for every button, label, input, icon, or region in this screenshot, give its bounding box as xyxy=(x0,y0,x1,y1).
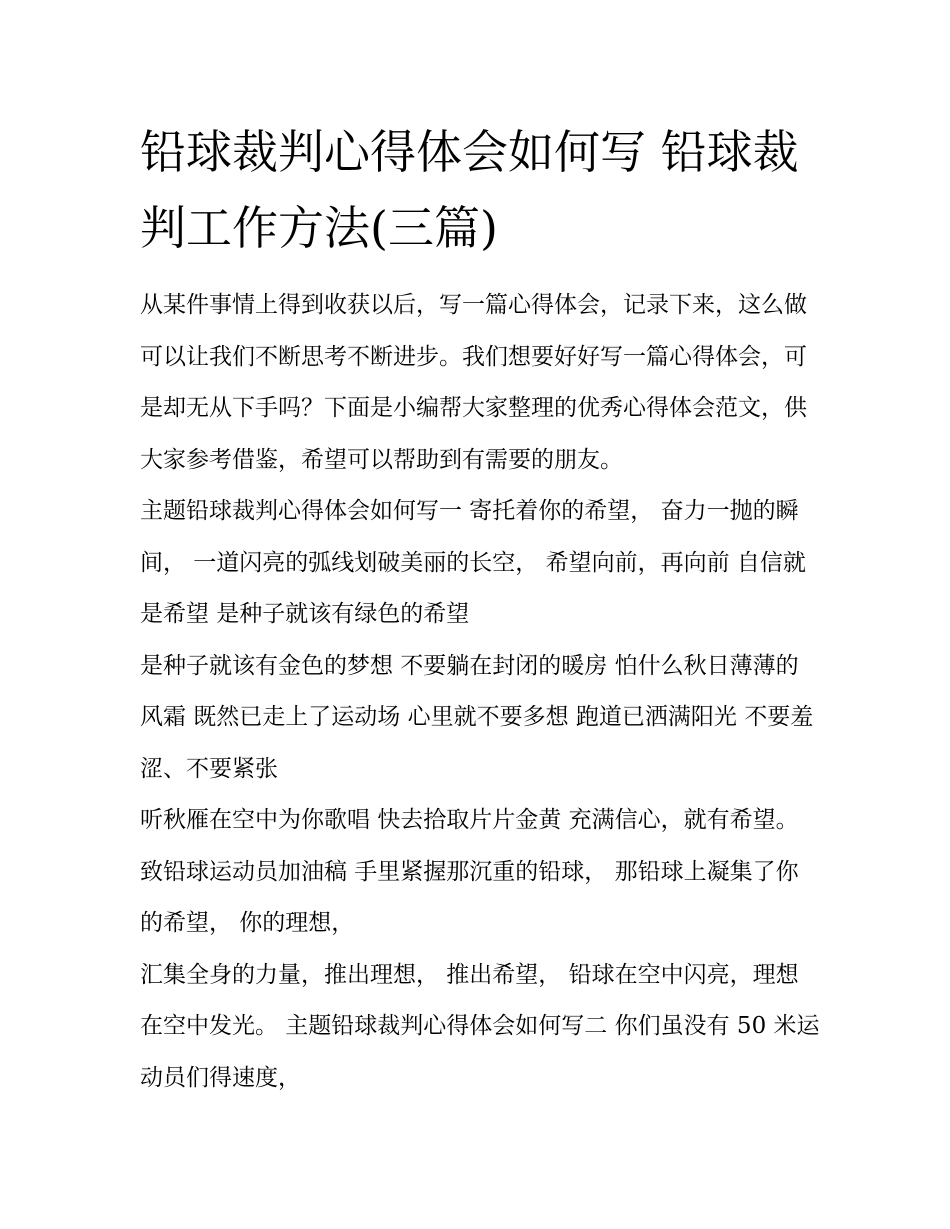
document-body xyxy=(140,280,820,1104)
paragraph-poem-2: 是种子就该有金色的梦想 不要躺在封闭的暖房 怕什么秋日薄薄的风霜 既然已走上了运动场 心里就不要多想 跑道已洒满阳光 不要羞涩、不要紧张 xyxy=(140,652,814,782)
paragraph-poem-1: 主题铅球裁判心得体会如何写一 寄托着你的希望， 奋力一抛的瞬间， 一道闪亮的弧线划破美丽的长空， 希望向前，再向前 自信就是希望 是种子就该有绿色的希望 xyxy=(140,498,806,627)
document-title: 铅球裁判心得体会如何写 铅球裁判工作方法(三篇) xyxy=(140,125,799,255)
paragraph-poem-3: 听秋雁在空中为你歌唱 快去拾取片片金黄 充满信心，就有希望。 致铅球运动员加油稿 手里紧握那沉重的铅球， 那铅球上凝集了你的希望， 你的理想， xyxy=(140,807,799,936)
paragraph-poem-4: 汇集全身的力量，推出理想， 推出希望， 铅球在空中闪亮，理想在空中发光。 主题铅球裁判心得体会如何写二 你们虽没有 50 米运动员们得速度， xyxy=(140,961,820,1091)
paragraph-intro: 从某件事情上得到收获以后，写一篇心得体会，记录下来，这么做可以让我们不断思考不断进步。我们想要好好写一篇心得体会，可是却无从下手吗？下面是小编帮大家整理的优秀心得体会范文，供大家参考借鉴，希望可以帮助到有需要的朋友。 xyxy=(140,292,807,473)
